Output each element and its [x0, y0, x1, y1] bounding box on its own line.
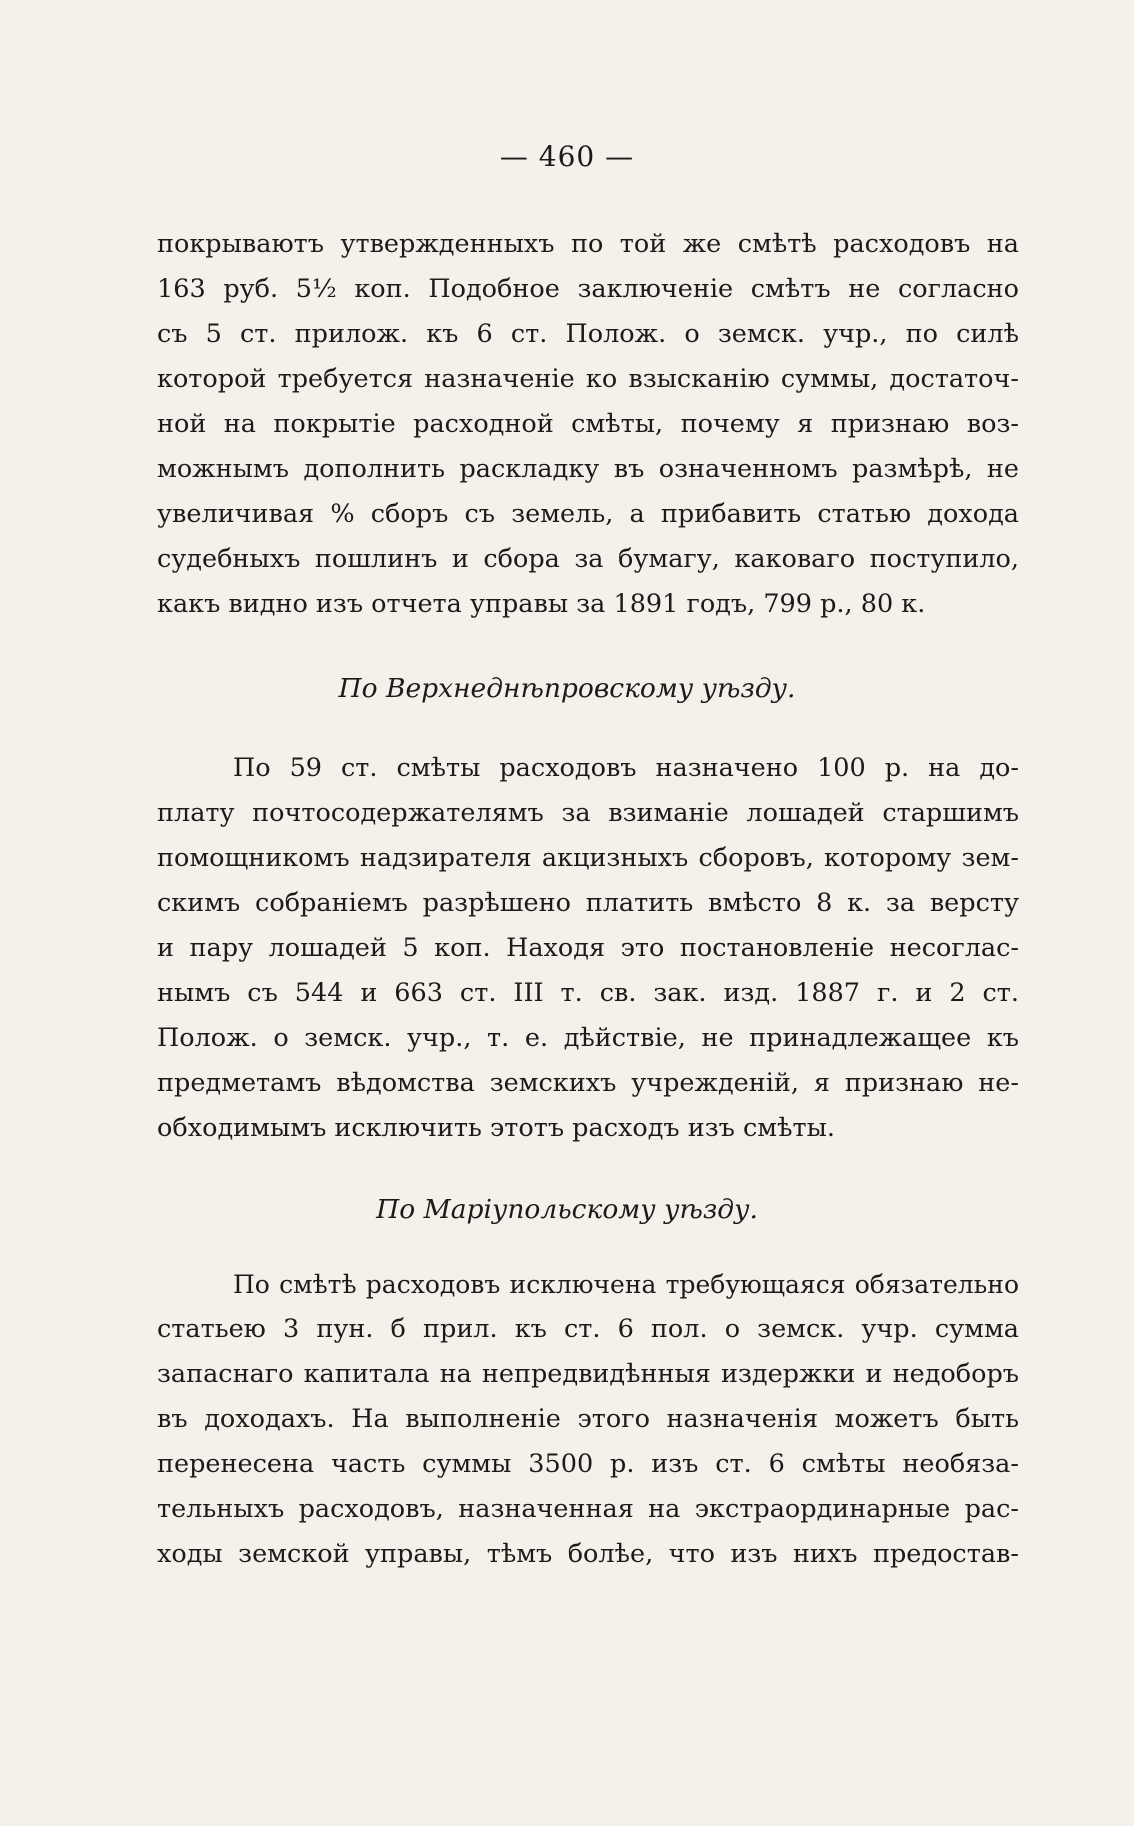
- text-line: 163 руб. 5½ коп. Подобное заключеніе смѣтъ не согласно: [157, 274, 1019, 304]
- text-line: въ доходахъ. На выполненіе этого назначенія можетъ быть: [157, 1404, 1019, 1434]
- text-line: судебныхъ пошлинъ и сбора за бумагу, каковаго поступило,: [157, 544, 1019, 574]
- paragraph-budget-expenses: [157, 222, 1019, 627]
- text-line: покрываютъ утвержденныхъ по той же смѣтѣ расходовъ на: [157, 229, 1019, 259]
- text-line: нымъ съ 544 и 663 ст. III т. св. зак. изд. 1887 г. и 2 ст.: [157, 978, 1019, 1008]
- text-line: помощникомъ надзирателя акцизныхъ сборовъ, которому зем-: [157, 843, 1019, 873]
- text-line: скимъ собраніемъ разрѣшено платить вмѣсто 8 к. за версту: [157, 888, 1019, 918]
- text-line: ходы земской управы, тѣмъ болѣе, что изъ нихъ предостав-: [157, 1539, 1019, 1569]
- section-heading-mariupolsky: По Маріупольскому уѣзду.: [376, 1194, 758, 1225]
- text-line: предметамъ вѣдомства земскихъ учрежденій, я признаю не-: [157, 1068, 1019, 1098]
- text-line: съ 5 ст. прилож. къ 6 ст. Полож. о земск. учр., по силѣ: [157, 319, 1019, 349]
- section-heading-verkhnedneprovsky: По Верхнеднѣпровскому уѣзду.: [338, 673, 796, 704]
- text-line: какъ видно изъ отчета управы за 1891 годъ, 799 р., 80 к.: [157, 589, 926, 619]
- text-line: Полож. о земск. учр., т. е. дѣйствіе, не принадлежащее къ: [157, 1023, 1019, 1053]
- text-line: которой требуется назначеніе ко взысканію суммы, достаточ-: [157, 364, 1019, 394]
- text-line: По 59 ст. смѣты расходовъ назначено 100 р. на до-: [233, 753, 1019, 783]
- text-line: ной на покрытіе расходной смѣты, почему я признаю воз-: [157, 409, 1019, 439]
- text-line: и пару лошадей 5 коп. Находя это постановленіе несоглас-: [157, 933, 1019, 963]
- text-line: можнымъ дополнить раскладку въ означенномъ размѣрѣ, не: [157, 454, 1019, 484]
- text-line: тельныхъ расходовъ, назначенная на экстраординарные рас-: [157, 1494, 1019, 1524]
- text-line: перенесена часть суммы 3500 р. изъ ст. 6 смѣты необяза-: [157, 1449, 1019, 1479]
- text-line: запаснаго капитала на непредвидѣнныя издержки и недоборъ: [157, 1359, 1019, 1389]
- text-line: По смѣтѣ расходовъ исключена требующаяся обязательно: [233, 1270, 1019, 1299]
- paragraph-postal-fees: [157, 746, 1019, 1151]
- paragraph-reserve-capital: [157, 1262, 1019, 1577]
- page-number: — 460 —: [499, 140, 635, 173]
- text-line: плату почтосодержателямъ за взиманіе лошадей старшимъ: [157, 798, 1019, 828]
- text-line: увеличивая % сборъ съ земель, а прибавить статью дохода: [157, 499, 1019, 529]
- text-line: обходимымъ исключить этотъ расходъ изъ смѣты.: [157, 1113, 835, 1143]
- text-line: статьею 3 пун. б прил. къ ст. 6 пол. о земск. учр. сумма: [157, 1314, 1019, 1344]
